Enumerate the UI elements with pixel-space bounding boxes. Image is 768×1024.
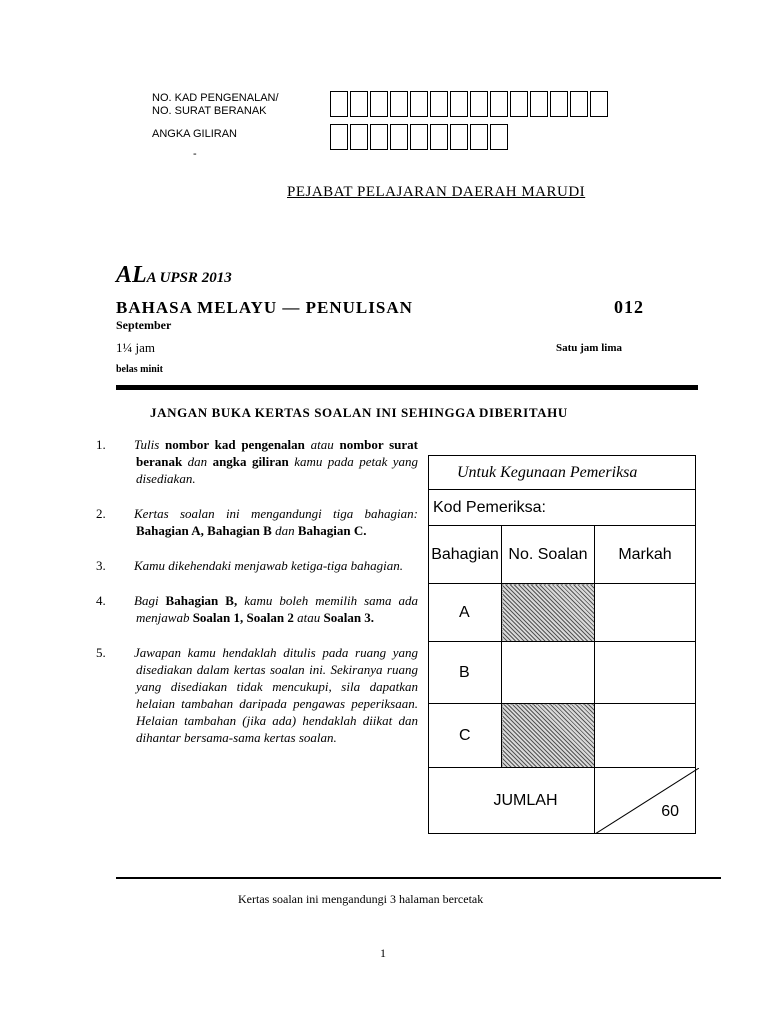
- angka-box[interactable]: [330, 124, 348, 150]
- diagonal-line: [595, 768, 699, 834]
- ic-box[interactable]: [530, 91, 548, 117]
- col-bahagian: Bahagian: [429, 526, 502, 584]
- ic-label-line1: NO. KAD PENGENALAN/: [152, 92, 279, 104]
- instruction-5: [96, 644, 418, 746]
- instr-bold: Bahagian B,: [165, 593, 238, 608]
- row-c-soalan-shaded: [502, 704, 595, 768]
- angka-box[interactable]: [430, 124, 448, 150]
- angka-box[interactable]: [390, 124, 408, 150]
- ic-box[interactable]: [410, 91, 428, 117]
- row-c-markah[interactable]: [595, 704, 696, 768]
- row-a-soalan-shaded: [502, 584, 595, 642]
- instruction-number: 4.: [96, 593, 106, 608]
- subject-title: BAHASA MELAYU — PENULISAN: [116, 298, 413, 317]
- angka-box[interactable]: [370, 124, 388, 150]
- instruction-number: 1.: [96, 437, 106, 452]
- instruction-3: [96, 557, 418, 574]
- jumlah-label: JUMLAH: [429, 768, 595, 834]
- row-c-label: C: [429, 704, 502, 768]
- instr-text: Kamu dikehendaki menjawab ketiga-tiga bahagian.: [134, 558, 403, 573]
- instruction-1: [96, 436, 419, 487]
- instr-bold: angka giliran: [212, 454, 289, 469]
- stray-dash: -: [193, 148, 197, 160]
- instruction-4: [96, 592, 418, 626]
- instr-text: kamu pada petak yang disediakan.: [136, 454, 419, 486]
- exam-month: September: [116, 318, 172, 332]
- ic-box[interactable]: [390, 91, 408, 117]
- ic-box[interactable]: [570, 91, 588, 117]
- instr-bold: nombor surat beranak: [136, 437, 418, 469]
- examiner-table: [428, 455, 696, 834]
- jumlah-markah-cell[interactable]: [595, 768, 696, 834]
- ic-box[interactable]: [510, 91, 528, 117]
- angka-giliran-boxes[interactable]: [330, 124, 510, 150]
- kod-pemeriksa[interactable]: Kod Pemeriksa:: [429, 490, 696, 526]
- col-soalan: No. Soalan: [502, 526, 595, 584]
- ic-box[interactable]: [490, 91, 508, 117]
- row-b-label: B: [429, 642, 502, 704]
- instruction-2: [96, 505, 418, 539]
- header-rule: [116, 385, 698, 390]
- instr-text: atau: [297, 610, 321, 625]
- ic-box[interactable]: [450, 91, 468, 117]
- office-title: PEJABAT PELAJARAN DAERAH MARUDI: [287, 184, 586, 200]
- instr-text: Bagi: [134, 593, 159, 608]
- instr-text: dan: [187, 454, 208, 469]
- instruction-number: 3.: [96, 558, 106, 573]
- angka-box[interactable]: [350, 124, 368, 150]
- ic-label-line2: NO. SURAT BERANAK: [152, 105, 267, 117]
- instruction-number: 2.: [96, 506, 106, 521]
- row-b-soalan[interactable]: [502, 642, 595, 704]
- exam-series-initials: AL: [116, 262, 147, 288]
- angka-box[interactable]: [450, 124, 468, 150]
- angka-giliran-label: ANGKA GILIRAN: [152, 128, 237, 140]
- instr-text: dan: [275, 523, 295, 538]
- ic-box[interactable]: [330, 91, 348, 117]
- ic-box[interactable]: [590, 91, 608, 117]
- instr-bold: Soalan 1, Soalan 2: [192, 610, 294, 625]
- exam-series: [116, 262, 232, 289]
- row-b-markah[interactable]: [595, 642, 696, 704]
- duration-words-2: belas minit: [116, 364, 163, 375]
- exam-series-rest: A UPSR 2013: [146, 270, 232, 286]
- col-markah: Markah: [595, 526, 696, 584]
- ic-label: [152, 92, 279, 118]
- instr-text: atau: [310, 437, 334, 452]
- paper-code: 012: [614, 297, 644, 317]
- total-marks: 60: [661, 803, 679, 820]
- row-a-markah[interactable]: [595, 584, 696, 642]
- page-count-note: Kertas soalan ini mengandungi 3 halaman bercetak: [238, 892, 484, 906]
- angka-box[interactable]: [490, 124, 508, 150]
- row-a-label: A: [429, 584, 502, 642]
- angka-box[interactable]: [470, 124, 488, 150]
- footer-rule: [116, 877, 721, 879]
- examiner-table-title: Untuk Kegunaan Pemeriksa: [429, 456, 696, 490]
- instr-bold: Soalan 3.: [323, 610, 375, 625]
- instruction-number: 5.: [96, 645, 106, 660]
- instructions: [96, 436, 419, 746]
- ic-box[interactable]: [350, 91, 368, 117]
- instr-text: Kertas soalan ini mengandungi tiga bahagian:: [134, 506, 418, 521]
- ic-box[interactable]: [550, 91, 568, 117]
- instr-bold: Bahagian A, Bahagian B: [136, 523, 272, 538]
- angka-box[interactable]: [410, 124, 428, 150]
- ic-number-boxes[interactable]: [330, 91, 610, 117]
- ic-box[interactable]: [470, 91, 488, 117]
- duration-words-1: Satu jam lima: [556, 342, 622, 354]
- instr-text: Tulis: [134, 437, 160, 452]
- instr-text: Jawapan kamu hendaklah ditulis pada ruang yang disediakan dalam kertas soalan ini. Sekiranya ruang yang disediakan tidak mencukupi, sila dapatkan helaian tambahan daripada pengawas peperiksaan. Helaian tambahan (jika ada) hendaklah diikat dan dihantar bersama-sama kertas soalan.: [134, 645, 418, 745]
- page-number: 1: [380, 946, 386, 960]
- instr-bold: Bahagian C.: [297, 523, 367, 538]
- warning-text: JANGAN BUKA KERTAS SOALAN INI SEHINGGA DIBERITAHU: [150, 405, 568, 420]
- instr-bold: nombor kad pengenalan: [165, 437, 305, 452]
- ic-box[interactable]: [370, 91, 388, 117]
- exam-duration: 1¼ jam: [116, 340, 155, 355]
- instr-text: kamu boleh memilih sama ada menjawab: [136, 593, 418, 625]
- ic-box[interactable]: [430, 91, 448, 117]
